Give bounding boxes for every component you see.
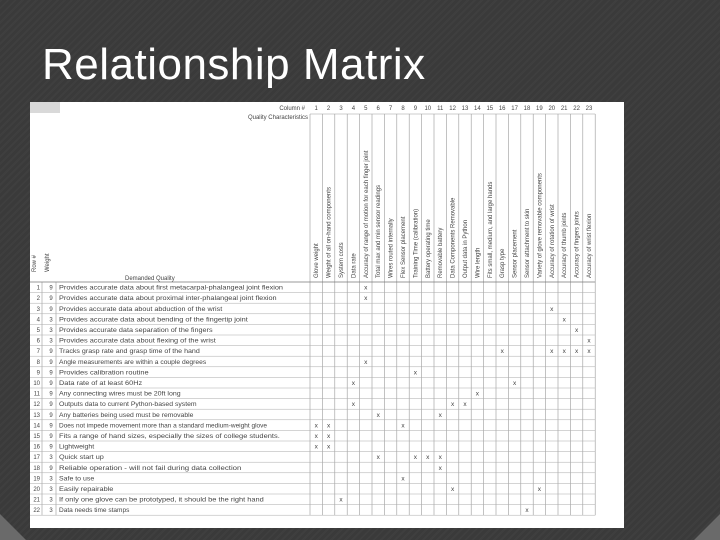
column-number: 7 [388,106,393,112]
column-number: 8 [401,106,405,112]
column-number: 19 [536,106,543,112]
row-number: 19 [33,476,40,483]
quality-characteristic: Accuracy of range of motion for each finger joint [363,150,370,278]
quality-characteristic: Total max and min sensor readings [376,184,383,278]
column-number: 20 [548,106,556,112]
row-number: 12 [33,402,40,409]
quality-characteristic: Flex Sensor placement [401,216,407,278]
relationship-mark: x [326,422,331,430]
relationship-mark: x [574,327,579,335]
demanded-quality-text: Any batteries being used must be removable [59,412,195,419]
row-weight: 9 [49,465,53,472]
column-number: 14 [474,106,481,112]
demanded-quality-label: Demanded Quality [125,276,175,282]
row-weight: 9 [49,402,53,409]
relationship-mark: x [364,295,368,303]
demanded-quality-text: Provides accurate data about bending of the fingertip joint [59,317,249,324]
row-number: 6 [36,338,40,345]
matrix-grid [30,102,624,528]
quality-characteristic: Wires routed internally [388,218,395,278]
relationship-mark: x [426,454,430,462]
relationship-mark: x [326,433,331,441]
relationship-mark: x [537,486,542,494]
column-number: 10 [424,106,432,112]
relationship-mark: x [438,454,442,462]
demanded-quality-text: Safe to use [59,476,95,483]
quality-characteristic: Variety of glove removable components [537,173,544,278]
demanded-quality-text: Provides calibration routine [59,370,150,377]
quality-characteristic: Glove weight [314,243,321,278]
row-number: 20 [33,487,40,494]
row-weight: 9 [49,412,53,419]
decorative-corner-left [0,514,26,540]
relationship-mark: x [450,401,455,409]
column-header-label: Column # [279,106,305,112]
demanded-quality-text: Angle measurements are within a couple degrees [59,359,207,366]
column-number: 22 [573,106,580,112]
column-number: 17 [511,106,518,112]
column-number: 23 [585,106,593,112]
row-weight: 9 [49,285,53,292]
demanded-quality-text: Provides accurate data about proximal inter-phalangeal joint flexion [59,296,277,303]
row-number: 4 [36,317,40,324]
demanded-quality-text: Easily repairable [59,487,115,494]
relationship-mark: x [376,454,380,462]
column-number: 21 [560,106,568,112]
relationship-mark: x [463,401,467,409]
characteristics-label: Quality Characteristics [247,115,308,121]
column-number: 13 [461,106,469,112]
row-weight: 9 [49,444,53,451]
column-number: 4 [351,106,356,112]
column-number: 6 [376,106,380,112]
demanded-quality-text: Provides accurate data separation of the fingers [59,328,213,335]
quality-characteristic: Sensor attachment to skin [525,208,531,278]
relationship-mark: x [438,411,442,419]
quality-characteristic: Accuracy of thumb joints [562,212,569,278]
demanded-quality-text: Any connecting wires must be 20ft long [59,391,181,398]
row-weight: 9 [49,391,53,398]
quality-characteristic: Fits small, medium, and large hands [487,181,494,278]
row-number: 16 [33,444,40,451]
relationship-mark: x [562,316,566,324]
quality-characteristic: Data Components Removable [450,197,457,278]
relationship-mark: x [438,464,442,472]
row-weight: 9 [49,370,53,377]
demanded-quality-text: Provides accurate data about abduction of the wrist [59,306,223,313]
row-number-label: Row # [32,254,38,272]
row-number: 18 [33,465,40,472]
relationship-mark: x [550,348,554,356]
relationship-mark: x [364,284,368,292]
relationship-mark: x [413,369,418,377]
row-weight: 9 [49,381,53,388]
row-number: 15 [33,434,40,441]
slide-title: Relationship Matrix [42,40,426,89]
row-weight: 3 [49,476,53,483]
relationship-mark: x [574,348,579,356]
column-number: 9 [413,106,418,112]
row-number: 10 [33,381,40,388]
row-number: 13 [33,412,40,419]
quality-characteristic: Data rate [351,253,358,278]
relationship-mark: x [314,443,318,451]
row-number: 2 [36,296,40,303]
row-weight: 9 [49,296,53,303]
relationship-mark: x [562,348,566,356]
row-number: 1 [36,285,40,292]
column-number: 12 [449,106,456,112]
column-number: 11 [437,106,444,112]
row-number: 21 [33,497,40,504]
demanded-quality-text: Data rate of at least 60Hz [59,381,143,388]
row-number: 17 [33,455,40,462]
relationship-mark: x [401,475,405,483]
column-number: 16 [498,106,506,112]
row-weight: 3 [49,338,53,345]
row-number: 11 [33,391,40,398]
demanded-quality-text: If only one glove can be prototyped, it should be the right hand [59,497,264,504]
row-number: 3 [36,306,40,313]
column-number: 1 [314,106,318,112]
quality-characteristic: Accuracy of wrist flexion [587,213,593,278]
row-weight: 3 [49,487,53,494]
quality-characteristic: Output data in Python [463,219,469,278]
row-number: 14 [33,423,40,430]
demanded-quality-text: Provides accurate data about flexing of the wrist [59,338,217,345]
relationship-mark: x [364,358,368,366]
relationship-mark: x [339,496,343,504]
column-number: 15 [486,106,494,112]
relationship-mark: x [512,380,517,388]
relationship-mark: x [376,411,380,419]
weight-label: Weight [45,253,51,272]
demanded-quality-text: Data needs time stamps [59,508,130,515]
relationship-mark: x [550,305,554,313]
decorative-corner-right [694,514,720,540]
quality-characteristic: Accuracy of rotation of wrist [549,204,556,278]
relationship-mark: x [475,390,480,398]
demanded-quality-text: Tracks grasp rate and grasp time of the hand [59,349,200,356]
relationship-mark: x [326,443,331,451]
column-number: 3 [339,106,343,112]
relationship-mark: x [351,401,356,409]
row-weight: 9 [49,434,53,441]
relationship-mark: x [587,348,591,356]
relationship-mark: x [413,454,418,462]
quality-characteristic: Battery operating time [425,219,432,278]
column-number: 18 [523,106,531,112]
relationship-mark: x [401,422,405,430]
quality-characteristic: System costs [339,242,345,278]
quality-characteristic: Grasp type [500,248,507,278]
row-number: 9 [36,370,40,377]
demanded-quality-text: Outputs data to current Python-based system [59,402,197,409]
relationship-mark: x [500,348,504,356]
relationship-mark: x [525,507,529,515]
header-shading [30,102,60,113]
row-weight: 9 [49,349,53,356]
quality-characteristic: Weight of all on-hand components [326,187,333,278]
demanded-quality-text: Does not impede movement more than a standard medium-weight glove [59,423,268,430]
quality-characteristic: Sensor placement [512,229,519,278]
demanded-quality-text: Lightweight [59,444,95,451]
row-weight: 3 [49,328,53,335]
row-weight: 3 [49,455,53,462]
row-weight: 9 [49,359,53,366]
column-number: 2 [326,106,331,112]
row-number: 8 [36,359,40,366]
quality-characteristic: Training Time (calibration) [413,208,420,278]
quality-characteristic: Removable battery [438,227,445,278]
row-number: 7 [36,349,40,356]
demanded-quality-text: Fits a range of hand sizes, especially the sizes of college students. [59,434,281,441]
relationship-mark: x [587,337,591,345]
relationship-mark: x [351,380,356,388]
row-weight: 9 [49,423,53,430]
relationship-mark: x [314,422,318,430]
relationship-matrix-table [30,102,624,528]
quality-characteristic: Wire length [475,247,482,278]
row-weight: 3 [49,508,53,515]
column-number: 5 [364,106,368,112]
demanded-quality-text: Quick start up [59,455,105,462]
relationship-mark: x [450,486,455,494]
relationship-mark: x [314,433,318,441]
row-weight: 3 [49,497,53,504]
row-weight: 9 [49,306,53,313]
quality-characteristic: Accuracy of fingers joints [574,211,581,278]
row-number: 5 [36,328,40,335]
demanded-quality-text: Reliable operation - will not fail during data collection [59,465,242,472]
demanded-quality-text: Provides accurate data about first metacarpal-phalangeal joint flexion [59,285,283,292]
row-weight: 3 [49,317,53,324]
row-number: 22 [33,508,40,515]
